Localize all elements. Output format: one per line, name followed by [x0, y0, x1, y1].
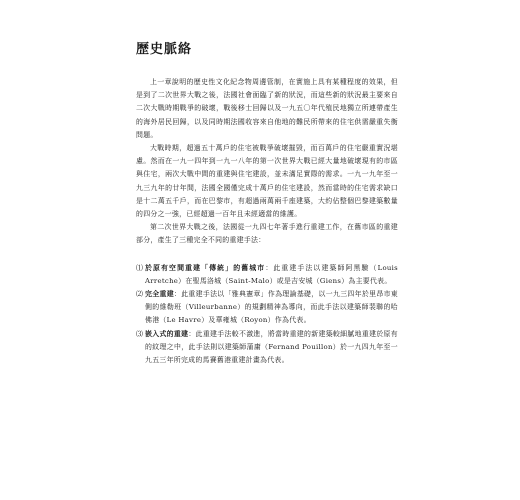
paragraph-intro: 上一章說明的歷史性文化紀念物周邊管制，在實施上具有某種程度的效果，但是到了二次世界大戰之後，法國社會面臨了新的狀況，而這些新的狀況最主要來自二次大戰時期戰爭的破壞，戰後移士回歸以及一九五〇年代殖民地獨立所連帶產生的海外居民回歸，以及同時期法國收容來自他地的難民所帶來的住宅供需嚴重失衡問題。 [136, 78, 398, 139]
item-text: ：此重建手法以「雅典憲章」作為理論基礎，以一九三四年於里昂市東側的維勒班（Villeurbanne）的規劃精神為導向，而此手法以建築師裴聯的哈佛港（Le Havre）及華雍城（Royon）作為代表。 [145, 290, 398, 325]
item-title: 完全重建 [145, 290, 174, 299]
item-title: 於原有空間重建「傳統」的舊城市 [145, 263, 266, 272]
item-number: ⑵ [136, 290, 144, 299]
item-text: ：此重建手法以建築師阿黑驗（Louis Arretche）在聖馬洛城（Saint-Malo）或是吉安城（Giens）為主要代表。 [145, 263, 398, 285]
article-body [136, 40, 398, 367]
paragraph-postwar: 第二次世界大戰之後，法國從一九四七年著手進行重建工作，在舊市區的重建部分，產生了三種完全不同的重建手法： [136, 223, 398, 245]
list-item [136, 262, 398, 288]
list-item [136, 328, 398, 368]
paragraph-wartime: 大戰時期，超過五十萬戶的住宅被戰爭破壞摧毀，而百萬戶的住宅嚴重實況堪慮。然而在一九一四年到一九一八年的第一次世界大戰已經大量地破壞現有的市區與住宅，兩次大戰中間的重建與住宅建設，並未滿足實際的需求。一九一九年至一九三九年的廿年間，法國全國僅完成十萬戶的住宅建設，然而當時的住宅需求缺口是十二萬五千戶，而在巴黎市，有超過兩萬兩千座建築，大約佔整個巴黎建築數量的四分之一強，已經超過一百年且未經適當的維護。 [136, 144, 398, 219]
item-number: ⑶ [136, 329, 144, 338]
item-number: ⑴ [136, 263, 144, 272]
list-item [136, 288, 398, 328]
reconstruction-methods-list [136, 262, 398, 368]
item-title: 嵌入式的重建 [145, 329, 189, 338]
page-title: 歷史脈絡 [136, 42, 193, 57]
item-text: ：此重建手法較不激進，將當時重建的新建築較細膩地重建於原有的紋理之中，此手法則以建築師蒲庸（Fernand Pouillon）於一九四九年至一九五三年所完成的馬賽舊港重建計畫為代表。 [145, 329, 398, 365]
